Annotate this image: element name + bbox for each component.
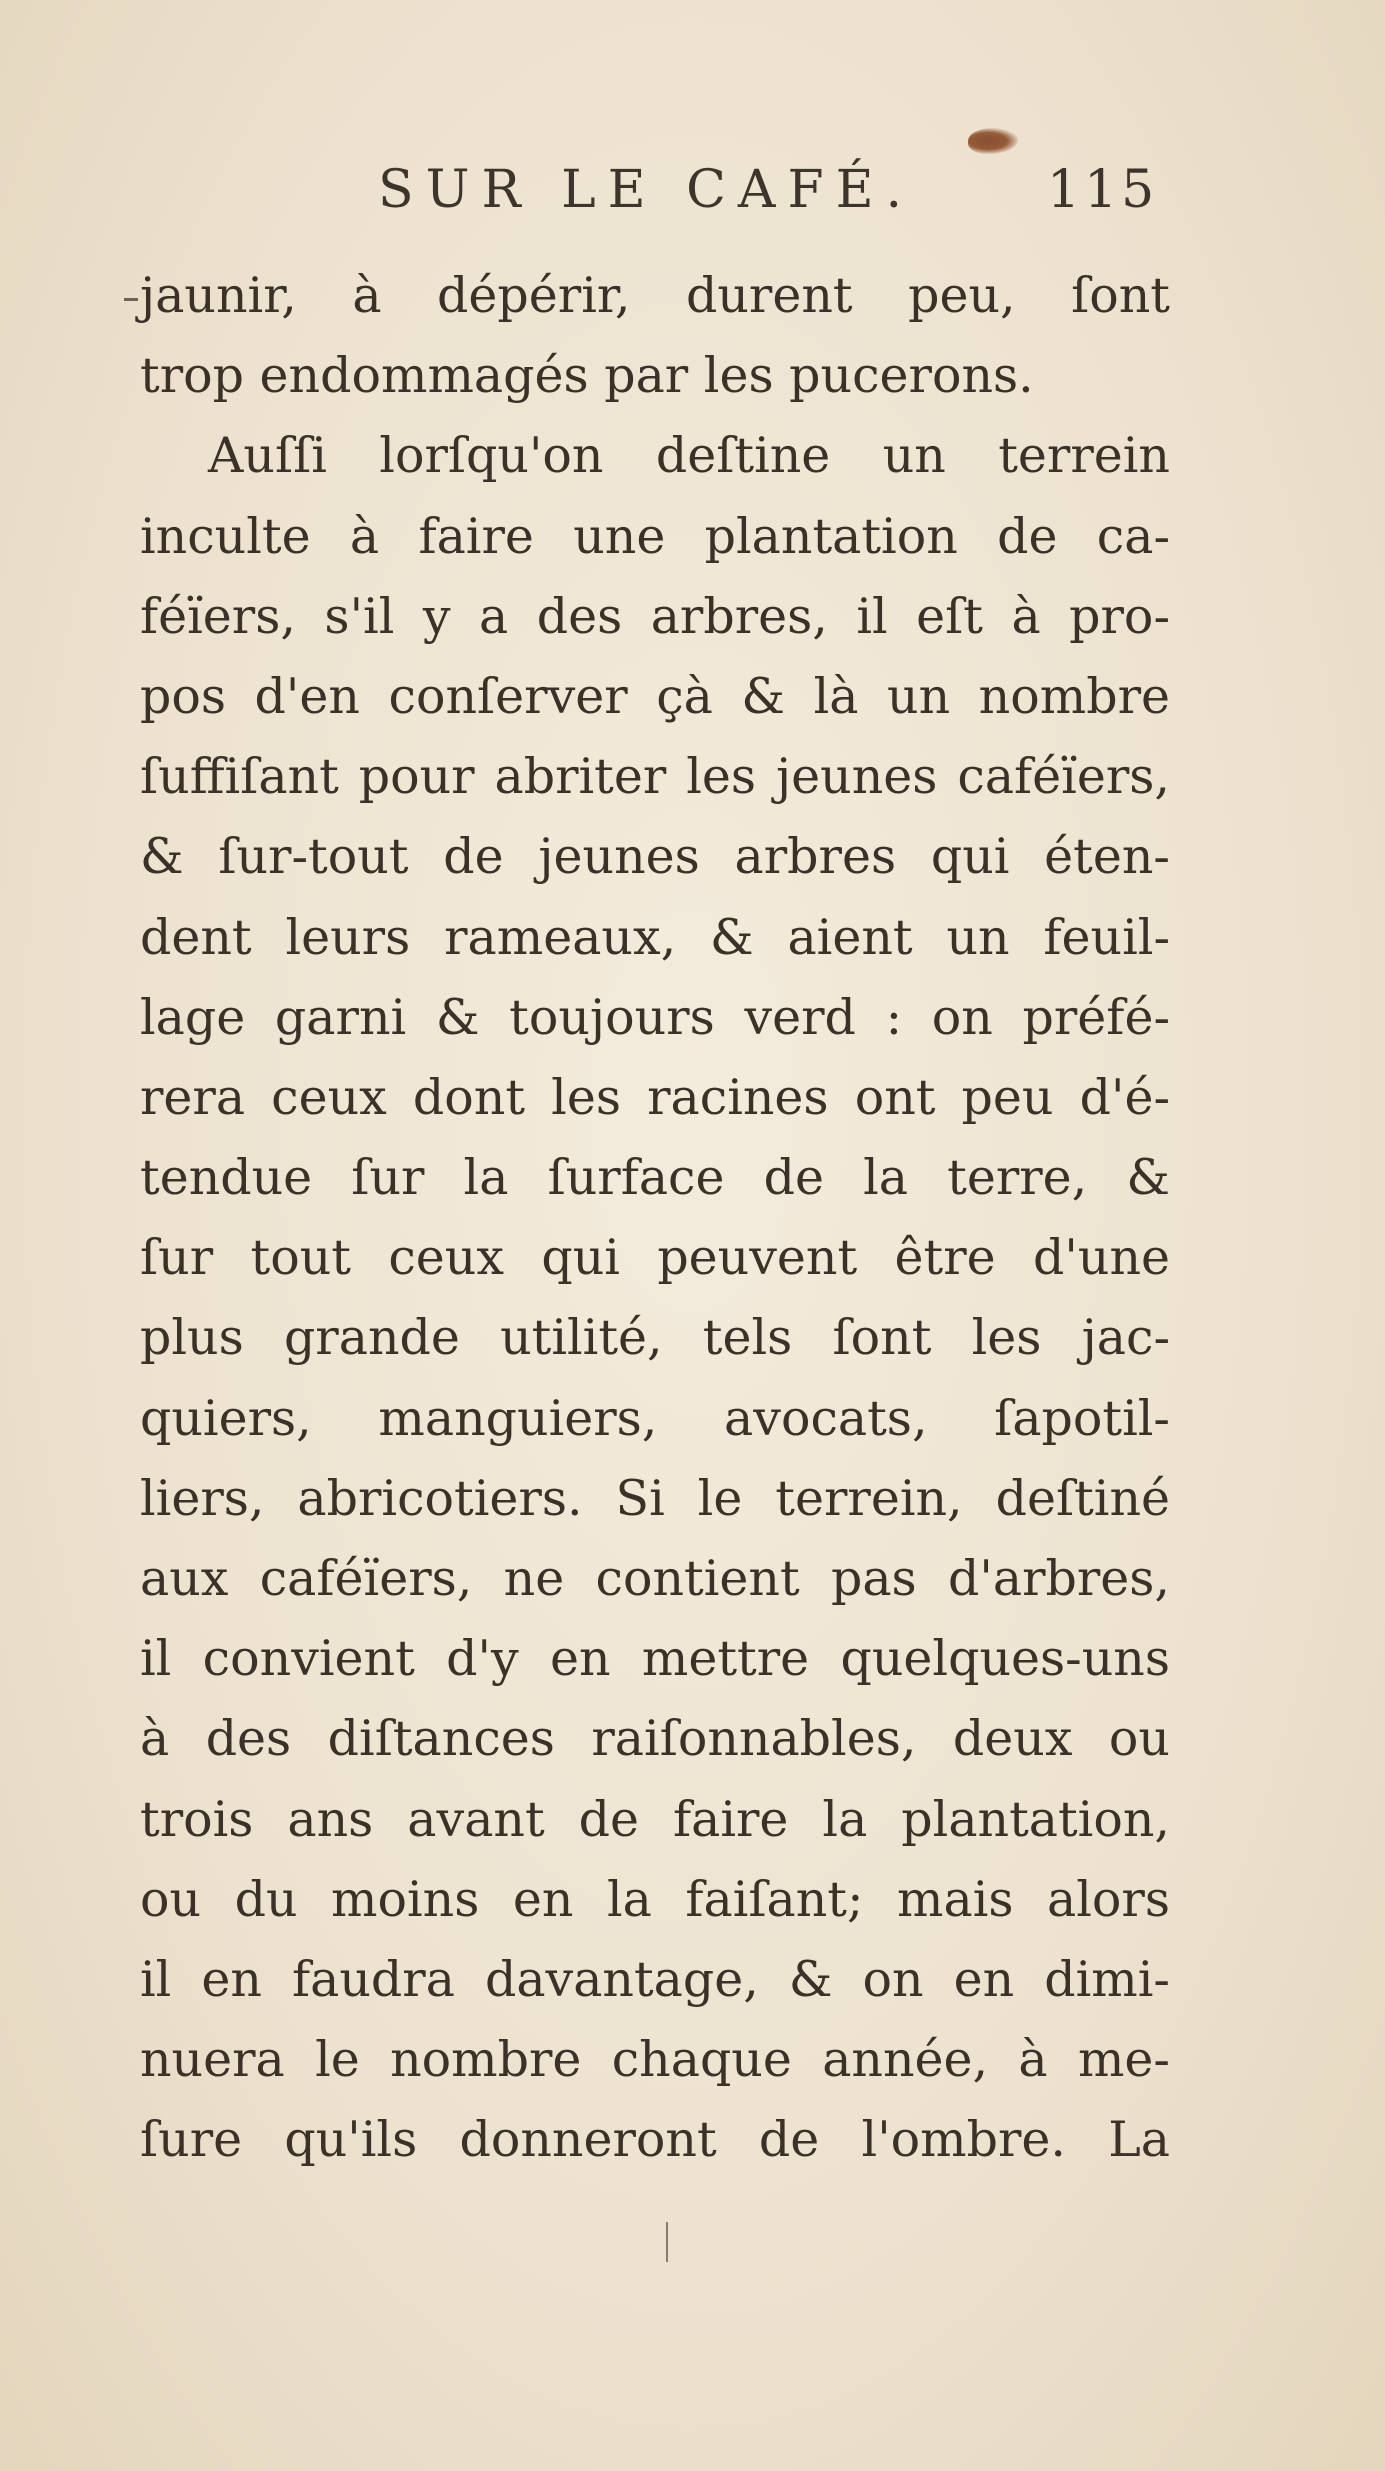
running-head — [0, 160, 1385, 230]
text-line: tendue ſur la ſurface de la terre, & — [140, 1149, 1170, 1207]
text-line: liers, abricotiers. Si le terrein, deſtiné — [140, 1469, 1170, 1527]
text-line: trois ans avant de faire la plantation, — [140, 1790, 1170, 1848]
text-line: aux caféïers, ne contient pas d'arbres, — [140, 1550, 1170, 1607]
page-number: 115 — [1047, 160, 1159, 220]
margin-dash-mark — [124, 298, 138, 301]
page-mark — [666, 2222, 668, 2262]
text-line: jaunir, à dépérir, durent peu, ſont — [140, 267, 1170, 324]
running-head-title: SUR LE CAFÉ. — [378, 160, 915, 220]
text-line: il convient d'y en mettre quelques-uns — [140, 1630, 1170, 1688]
paragraph-first-line: Auſſi lorſqu'on deſtine un terrein — [208, 427, 1170, 485]
ink-stain — [968, 128, 1018, 154]
text-line: pos d'en conſerver çà & là un nombre — [140, 667, 1170, 725]
text-line: rera ceux dont les racines ont peu d'é- — [140, 1068, 1170, 1126]
text-line: il en faudra davantage, & on en dimi- — [140, 1950, 1170, 2008]
text-line: inculte à faire une plantation de ca- — [140, 507, 1170, 565]
text-line: à des diſtances raiſonnables, deux ou — [140, 1710, 1170, 1768]
text-line: quiers, manguiers, avocats, ſapotil- — [140, 1389, 1170, 1447]
text-line: dent leurs rameaux, & aient un feuil- — [140, 908, 1170, 966]
text-line: ſure qu'ils donneront de l'ombre. La — [140, 2111, 1170, 2169]
text-line: lage garni & toujours verd : on préfé- — [140, 988, 1170, 1046]
text-line: ou du moins en la faiſant; mais alors — [140, 1870, 1170, 1928]
text-line: nuera le nombre chaque année, à me- — [140, 2031, 1170, 2089]
text-line: ſuffiſant pour abriter les jeunes caféïers, — [140, 748, 1170, 806]
text-line: trop endommagés par les pucerons. — [140, 347, 1034, 405]
text-line: féïers, s'il y a des arbres, il eſt à pro- — [140, 587, 1170, 645]
text-line: plus grande utilité, tels ſont les jac- — [140, 1309, 1170, 1367]
text-line: ſur tout ceux qui peuvent être d'une — [140, 1229, 1170, 1287]
text-line: & ſur-tout de jeunes arbres qui éten- — [140, 828, 1170, 886]
body-text — [140, 256, 1170, 2181]
